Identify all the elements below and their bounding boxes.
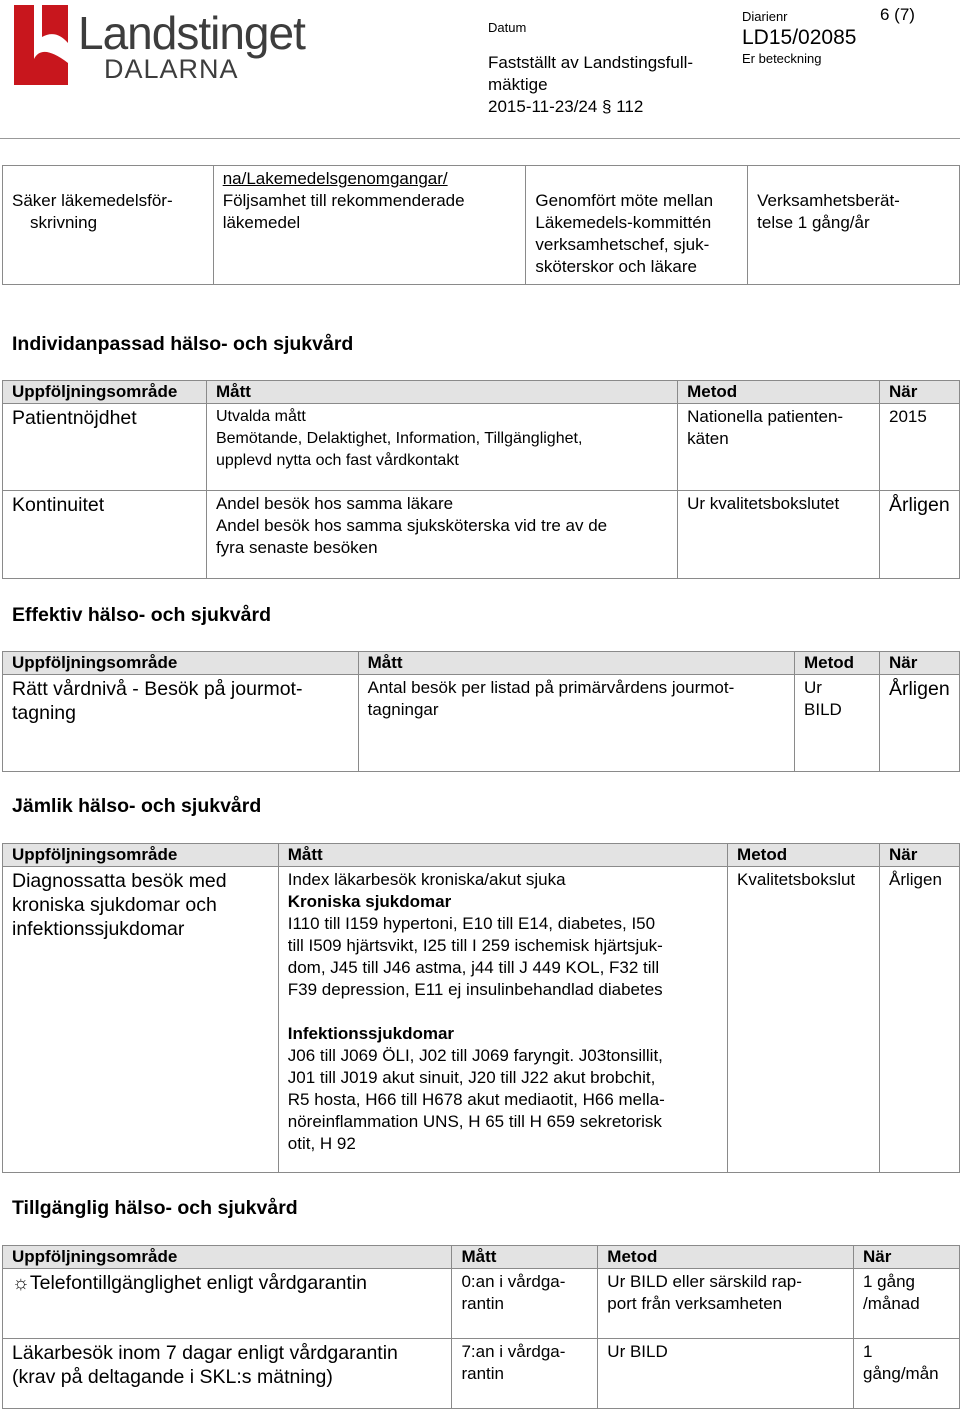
- table-cell: [3, 1339, 452, 1409]
- table-cell: Årligen: [879, 491, 959, 579]
- logo-text-line2: DALARNA: [104, 54, 239, 84]
- datum-value-line1: Fastställt av Landstingsfull-: [488, 53, 694, 72]
- section-title-effektiv: Effektiv hälso- och sjukvård: [12, 604, 271, 626]
- cell-text: J06 till J069 ÖLI, J02 till J069 faryngit. J03tonsillit,: [287, 1046, 663, 1065]
- header-cell: Metod: [598, 1246, 854, 1269]
- table-row: [3, 166, 960, 285]
- tillganglig-table: [2, 1245, 960, 1409]
- table-cell: [3, 1269, 452, 1339]
- header-cell: Metod: [678, 381, 880, 404]
- cell-text: (krav på deltagande i SKL:s mätning): [12, 1366, 333, 1388]
- table-cell: Årligen: [879, 675, 959, 772]
- cell-text: 1 gång: [863, 1272, 915, 1291]
- table-cell: Årligen: [880, 867, 960, 1173]
- cell-text: läkemedel: [222, 213, 301, 232]
- table-row: [3, 675, 960, 772]
- cell-text: Säker läkemedelsför-: [12, 191, 173, 210]
- kroniska-heading: Kroniska sjukdomar: [287, 892, 452, 911]
- section-title-jamlik: Jämlik hälso- och sjukvård: [12, 795, 262, 817]
- header-cell: Mått: [278, 844, 727, 867]
- table-cell: [3, 867, 279, 1173]
- table-cell: [748, 166, 960, 285]
- cell-text: rantin: [461, 1294, 504, 1313]
- cell-text: till I509 hjärtsvikt, I25 till I 259 ischemisk hjärtsjuk-: [287, 936, 663, 955]
- table-cell: [358, 675, 794, 772]
- section-title-individanpassad: Individanpassad hälso- och sjukvård: [12, 333, 354, 355]
- header-cell: Uppföljningsområde: [3, 381, 207, 404]
- header-cell: Uppföljningsområde: [3, 1246, 452, 1269]
- table-cell: [452, 1339, 598, 1409]
- table-row: [3, 867, 960, 1173]
- cell-text: /månad: [863, 1294, 920, 1313]
- cell-text: rantin: [461, 1364, 504, 1383]
- cell-text: telse 1 gång/år: [757, 213, 870, 232]
- cell-text: Index läkarbesök kroniska/akut sjuka: [287, 870, 566, 889]
- cell-text: skrivning: [30, 213, 98, 232]
- cell-text: käten: [687, 429, 729, 448]
- cell-text: Nationella patienten-: [687, 407, 844, 426]
- table-row: [3, 491, 960, 579]
- table-cell: [206, 404, 677, 491]
- cell-text: sköterskor och läkare: [535, 257, 697, 276]
- jamlik-table: [2, 843, 960, 1173]
- cell-text: fyra senaste besöken: [215, 538, 378, 557]
- table-cell: [206, 491, 677, 579]
- cell-text: gång/mån: [863, 1364, 939, 1383]
- table-header-row: [3, 1246, 960, 1269]
- logo-text-line1: Landstinget: [78, 7, 305, 59]
- cell-text: Andel besök hos samma läkare: [215, 494, 454, 513]
- diarienr-label: Diarienr: [742, 9, 788, 24]
- datum-label: Datum: [488, 20, 527, 35]
- header-cell: När: [879, 652, 959, 675]
- cell-text: I110 till I159 hypertoni, E10 till E14, diabetes, I50: [287, 914, 656, 933]
- cell-text: Ur: [804, 678, 822, 697]
- sun-icon: ☼: [12, 1272, 30, 1294]
- cell-text: BILD: [804, 700, 842, 719]
- cell-text: R5 hosta, H66 till H678 akut mediaotit, H66 mella-: [287, 1090, 665, 1109]
- table-header-row: [3, 844, 960, 867]
- table-row: [3, 404, 960, 491]
- cell-text: tagning: [12, 702, 76, 724]
- header-divider: [0, 138, 960, 139]
- cell-text: 0:an i vårdga-: [461, 1272, 566, 1291]
- table-row: [3, 1339, 960, 1409]
- table-cell: [213, 166, 526, 285]
- cell-text: nöreinflammation UNS, H 65 till H 659 sekretorisk: [287, 1112, 662, 1131]
- cell-text: Läkarbesök inom 7 dagar enligt vårdgarantin: [12, 1342, 398, 1364]
- section-title-tillganglig: Tillgänglig hälso- och sjukvård: [12, 1197, 298, 1219]
- table-cell: [3, 675, 359, 772]
- table-cell: [452, 1269, 598, 1339]
- header-cell: Metod: [728, 844, 880, 867]
- cell-text: F39 depression, E11 ej insulinbehandlad diabetes: [287, 980, 663, 999]
- cell-text: Diagnossatta besök med: [12, 870, 227, 892]
- table-cell: [278, 867, 727, 1173]
- infektion-heading: Infektionssjukdomar: [287, 1024, 455, 1043]
- table-header-row: [3, 381, 960, 404]
- page-number: 6 (7): [880, 5, 915, 24]
- table-cell: [598, 1269, 854, 1339]
- cell-text: infektionssjukdomar: [12, 918, 185, 940]
- table-cell: Patientnöjdhet: [3, 404, 207, 491]
- header-cell: Uppföljningsområde: [3, 652, 359, 675]
- beteckning-label: Er beteckning: [742, 51, 822, 66]
- spacer: [288, 1001, 718, 1023]
- cell-text: Verksamhetsberät-: [757, 191, 900, 210]
- cell-text: Rätt vårdnivå - Besök på jourmot-: [12, 678, 303, 700]
- table-cell: [795, 675, 880, 772]
- table-cell: 2015: [879, 404, 959, 491]
- cell-text: Andel besök hos samma sjuksköterska vid tre av de: [215, 516, 608, 535]
- top-continued-table: [2, 165, 960, 285]
- cell-text: Telefontillgänglighet enligt vårdgarantin: [29, 1272, 368, 1294]
- table-cell: [854, 1269, 960, 1339]
- table-cell: Ur kvalitetsbokslutet: [678, 491, 880, 579]
- cell-text: verksamhetschef, sjuk-: [535, 235, 710, 254]
- header-cell: Metod: [795, 652, 880, 675]
- header-cell: Uppföljningsområde: [3, 844, 279, 867]
- cell-text: 1: [863, 1342, 873, 1361]
- cell-text: upplevd nytta och fast vårdkontakt: [215, 452, 459, 469]
- header-cell: Mått: [206, 381, 677, 404]
- cell-text: Ur BILD eller särskild rap-: [607, 1272, 802, 1291]
- header-cell: När: [880, 844, 960, 867]
- diarienr-value: LD15/02085: [742, 26, 857, 49]
- cell-text: tagningar: [367, 700, 439, 719]
- cell-text: otit, H 92: [287, 1134, 356, 1153]
- cell-text: Följsamhet till rekommenderade: [222, 191, 465, 210]
- individanpassad-table: [2, 380, 960, 579]
- table-cell: [678, 404, 880, 491]
- cell-text: Läkemedels-kommittén: [535, 213, 712, 232]
- cell-text: port från verksamheten: [607, 1294, 783, 1313]
- cell-text: 7:an i vårdga-: [461, 1342, 566, 1361]
- cell-text: Utvalda mått: [215, 408, 306, 425]
- header-cell: När: [854, 1246, 960, 1269]
- link-lakemedelsgenomgangar[interactable]: na/Lakemedelsgenomgangar/: [222, 169, 448, 188]
- table-cell: [526, 166, 748, 285]
- table-cell: Kvalitetsbokslut: [728, 867, 880, 1173]
- table-row: [3, 1269, 960, 1339]
- cell-text: Bemötande, Delaktighet, Information, Tillgänglighet,: [215, 430, 583, 447]
- header-cell: När: [879, 381, 959, 404]
- cell-text: dom, J45 till J46 astma, j44 till J 449 KOL, F32 till: [287, 958, 660, 977]
- table-header-row: [3, 652, 960, 675]
- cell-text: Genomfört möte mellan: [535, 191, 714, 210]
- effektiv-table: [2, 651, 960, 772]
- table-cell: Ur BILD: [598, 1339, 854, 1409]
- datum-value-line2: mäktige: [488, 75, 548, 94]
- header-cell: Mått: [358, 652, 794, 675]
- header-cell: Mått: [452, 1246, 598, 1269]
- cell-text: Antal besök per listad på primärvårdens jourmot-: [367, 678, 735, 697]
- cell-text: J01 till J019 akut sinuit, J20 till J22 akut brobchit,: [287, 1068, 656, 1087]
- datum-value-line3: 2015-11-23/24 § 112: [488, 97, 644, 116]
- table-cell: Kontinuitet: [3, 491, 207, 579]
- cell-text: kroniska sjukdomar och: [12, 894, 217, 916]
- table-cell: [3, 166, 214, 285]
- landstinget-logo-icon: [12, 3, 70, 87]
- table-cell: [854, 1339, 960, 1409]
